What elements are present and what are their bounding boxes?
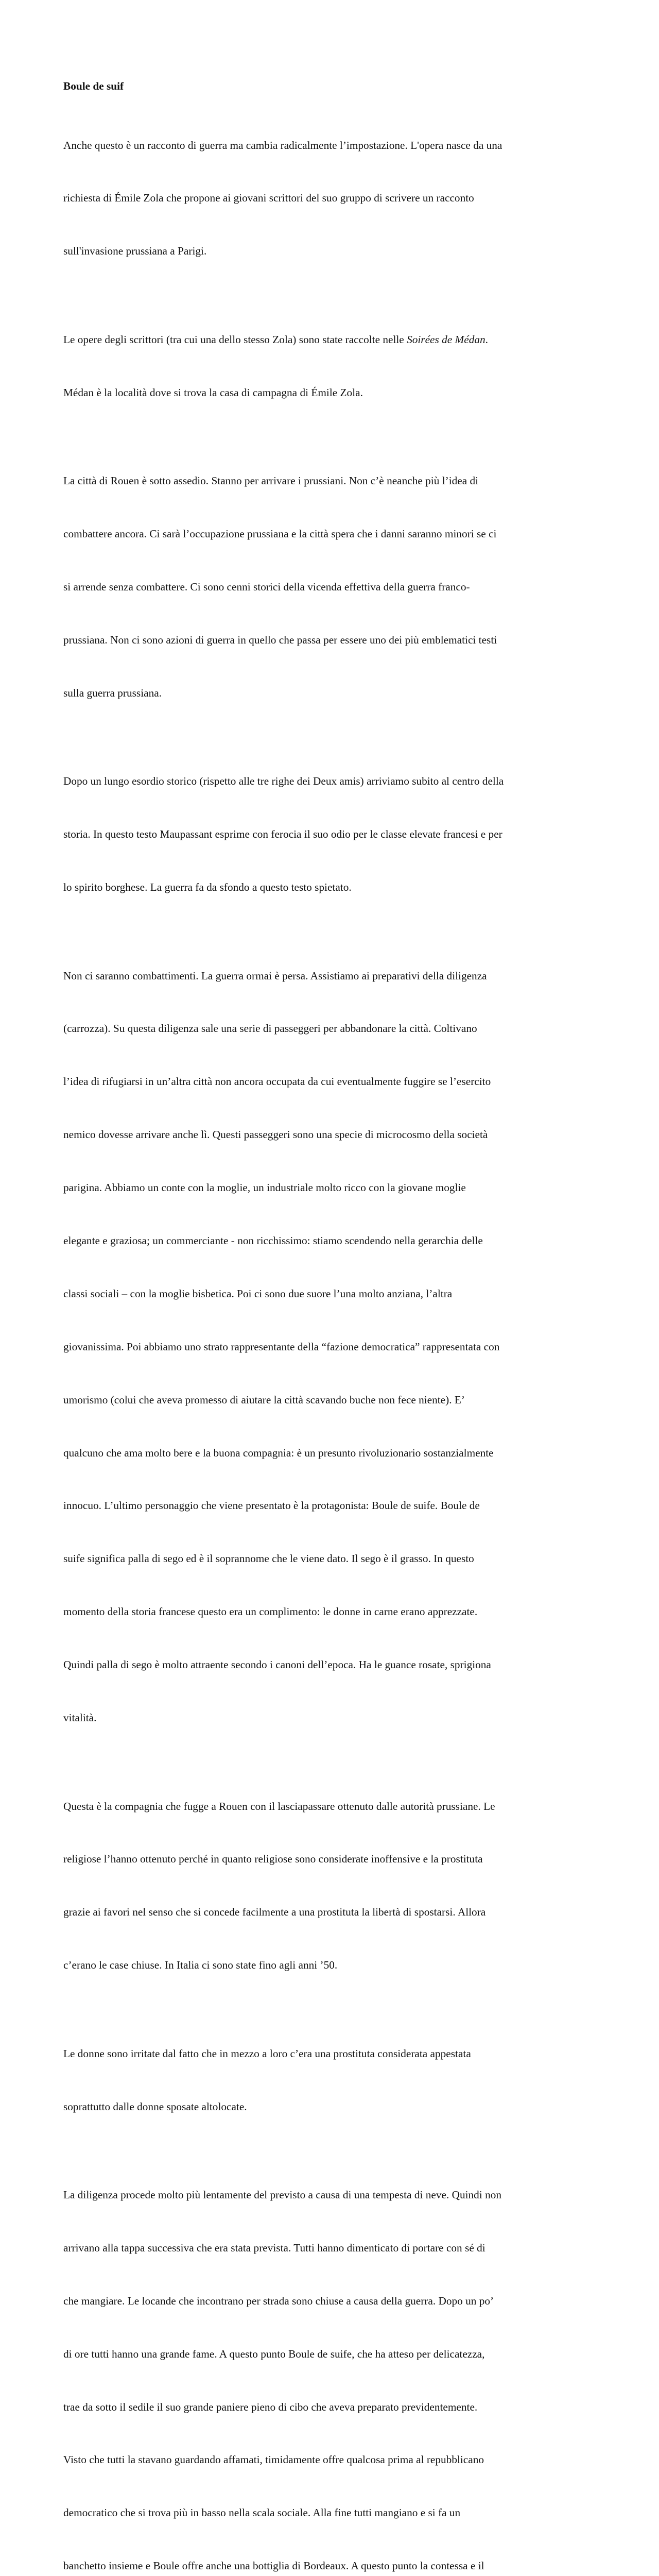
paragraph-rouen-siege [63,437,604,737]
paragraph-passengers [63,931,604,1762]
text-line: Anche questo è un racconto di guerra ma cambia radicalmente l’impostazione. L'opera nasce da una [63,139,502,151]
text-line: combattere ancora. Ci sarà l’occupazione prussiana e la città spera che i danni saranno minori se ci [63,528,497,540]
text-line: umorismo (colui che aveva promesso di aiutare la città scavando buche non fece niente). E’ [63,1393,465,1406]
paragraph-historical-intro [63,737,604,931]
text-line: innocuo. L’ultimo personaggio che viene presentato è la protagonista: Boule de suife. Boule de [63,1499,480,1512]
text-line: richiesta di Émile Zola che propone ai giovani scrittori del suo gruppo di scrivere un racconto [63,192,474,205]
text-line: La città di Rouen è sotto assedio. Stanno per arrivare i prussiani. Non c’è neanche più l’idea di [63,474,479,487]
text-line: grazie ai favori nel senso che si concede facilmente a una prostituta la libertà di spostarsi. Allora [63,1906,486,1919]
text-line: momento della storia francese questo era un complimento: le donne in carne erano apprezzate. [63,1605,478,1618]
text-line: c’erano le case chiuse. In Italia ci sono state fino agli anni ’50. [63,1959,338,1972]
text-line: Non ci saranno combattimenti. La guerra ormai è persa. Assistiamo ai preparativi della diligenza [63,969,487,982]
paragraph-zola-request [63,101,604,295]
text-line: (carrozza). Su questa diligenza sale una serie di passeggeri per abbandonare la città. Coltivano [63,1022,477,1035]
text-line: di ore tutti hanno una grande fame. A questo punto Boule de suife, che ha atteso per delicatezza, [63,2347,485,2360]
paragraph-lasciapassare [63,1762,604,2009]
italic-title: Soirées de Médan [407,333,485,346]
document-title: Boule de suif [63,80,124,92]
text-run: Le opere degli scrittori (tra cui una dello stesso Zola) sono state raccolte nelle [63,333,407,346]
text-line: nemico dovesse arrivare anche lì. Questi passeggeri sono una specie di microcosmo della società [63,1128,488,1141]
text-line: Médan è la località dove si trova la casa di campagna di Émile Zola. [63,386,363,399]
document-page [63,77,604,2576]
text-line: che mangiare. Le locande che incontrano per strada sono chiuse a causa della guerra. Dopo un po’ [63,2294,494,2307]
text-line: banchetto insieme e Boule offre anche una bottiglia di Bordeaux. A questo punto la contessa e il [63,2560,484,2572]
text-line: lo spirito borghese. La guerra fa da sfondo a questo testo spietato. [63,881,352,894]
text-line: suife significa palla di sego ed è il soprannome che le viene dato. Il sego è il grasso. In questo [63,1552,474,1565]
text-line: Questa è la compagnia che fugge a Rouen con il lasciapassare ottenuto dalle autorità prussiane. Le [63,1800,495,1812]
text-line: religiose l’hanno ottenuto perché in quanto religiose sono considerate inoffensive e la prostituta [63,1853,483,1866]
text-line: sull'invasione prussiana a Parigi. [63,245,207,258]
text-line: l’idea di rifugiarsi in un’altra città non ancora occupata da cui eventualmente fuggire se l’esercito [63,1075,491,1088]
text-line: Quindi palla di sego è molto attraente secondo i canoni dell’epoca. Ha le guance rosate, sprigiona [63,1658,491,1671]
text-line: classi sociali – con la moglie bisbetica. Poi ci sono due suore l’una molto anziana, l’altra [63,1287,453,1300]
paragraph-irritated-women [63,2009,604,2150]
text-line: sulla guerra prussiana. [63,686,162,699]
text-line: arrivano alla tappa successiva che era stata prevista. Tutti hanno dimenticato di portare con sé di [63,2241,485,2254]
text-line: democratico che si trova più in basso nella scala sociale. Alla fine tutti mangiano e si fa un [63,2506,461,2519]
text-line: Dopo un lungo esordio storico (rispetto alle tre righe dei Deux amis) arriviamo subito al centro della [63,775,504,788]
paragraph-soirees [63,295,604,436]
paragraph-snowstorm [63,2150,604,2576]
text-line: prussiana. Non ci sono azioni di guerra in quello che passa per essere uno dei più emblematici testi [63,633,497,646]
text-line: qualcuno che ama molto bere e la buona compagnia: è un presunto rivoluzionario sostanzialmente [63,1446,494,1459]
text-line: storia. In questo testo Maupassant esprime con ferocia il suo odio per le classe elevate francesi e per [63,828,502,841]
text-line: parigina. Abbiamo un conte con la moglie, un industriale molto ricco con la giovane moglie [63,1181,466,1194]
text-line: La diligenza procede molto più lentamente del previsto a causa di una tempesta di neve. Quindi non [63,2189,502,2201]
text-line: Visto che tutti la stavano guardando affamati, timidamente offre qualcosa prima al repubblicano [63,2453,484,2466]
text-line: soprattutto dalle donne sposate altolocate. [63,2100,247,2113]
text-run: . [485,333,488,346]
text-line-with-italic [63,331,604,348]
text-line: giovanissima. Poi abbiamo uno strato rappresentante della “fazione democratica” rappresentata con [63,1340,500,1353]
text-line: elegante e graziosa; un commerciante - non ricchissimo: stiamo scendendo nella gerarchia delle [63,1234,483,1247]
text-line: trae da sotto il sedile il suo grande paniere pieno di cibo che aveva preparato previdentemente. [63,2400,478,2413]
text-line: si arrende senza combattere. Ci sono cenni storici della vicenda effettiva della guerra franco- [63,581,470,594]
text-line: Le donne sono irritate dal fatto che in mezzo a loro c’era una prostituta considerata appestata [63,2047,471,2060]
text-line: vitalità. [63,1711,97,1724]
